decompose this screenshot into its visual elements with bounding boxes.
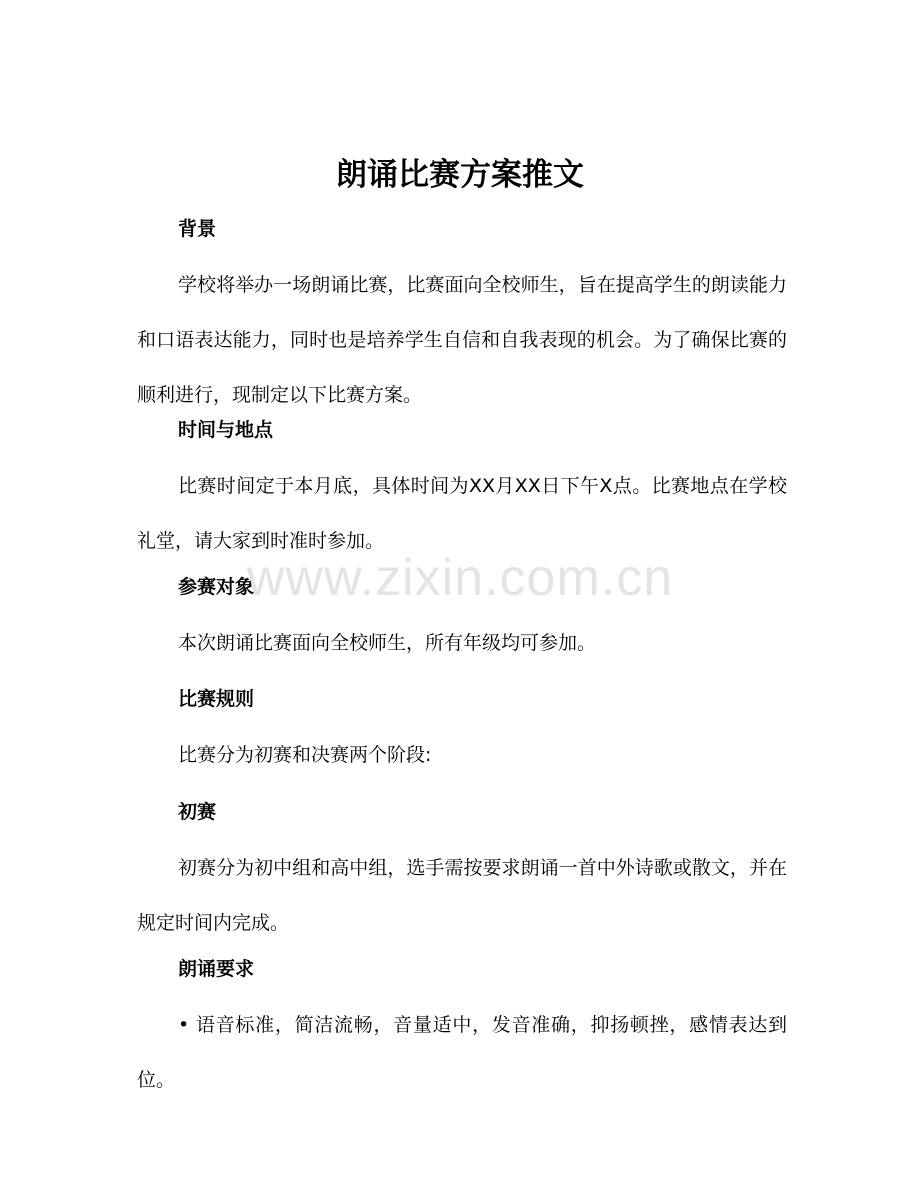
section-heading-participants: 参赛对象 [178, 576, 255, 598]
section-paragraph-rules: 比赛分为初赛和决赛两个阶段: [178, 744, 432, 766]
section-heading-time-location: 时间与地点 [178, 419, 274, 441]
watermark-text: www.zixin.com.cn [246, 549, 674, 607]
section-heading-preliminary: 初赛 [178, 801, 217, 823]
section-heading-rules: 比赛规则 [178, 688, 255, 710]
section-paragraph-preliminary: 初赛分为初中组和高中组，选手需按要求朗诵一首中外诗歌或散文，并在规定时间内完成。 [137, 857, 787, 934]
section-heading-recitation-requirements: 朗诵要求 [178, 958, 255, 980]
section-paragraph-background: 学校将举办一场朗诵比赛，比赛面向全校师生，旨在提高学生的朗读能力和口语表达能力，同时也是培养学生自信和自我表现的机会。为了确保比赛的顺利进行，现制定以下比赛方案。 [137, 274, 787, 406]
section-paragraph-recitation-requirements: • 语音标准，简洁流畅，音量适中，发音准确，抑扬顿挫，感情表达到位。 [137, 1014, 787, 1091]
section-heading-background: 背景 [178, 218, 217, 240]
section-paragraph-time-location: 比赛时间定于本月底，具体时间为XX月XX日下午X点。比赛地点在学校礼堂，请大家到时准时参加。 [137, 475, 787, 552]
document-title: 朗诵比赛方案推文 [336, 157, 584, 193]
section-paragraph-participants: 本次朗诵比赛面向全校师生，所有年级均可参加。 [178, 632, 597, 654]
